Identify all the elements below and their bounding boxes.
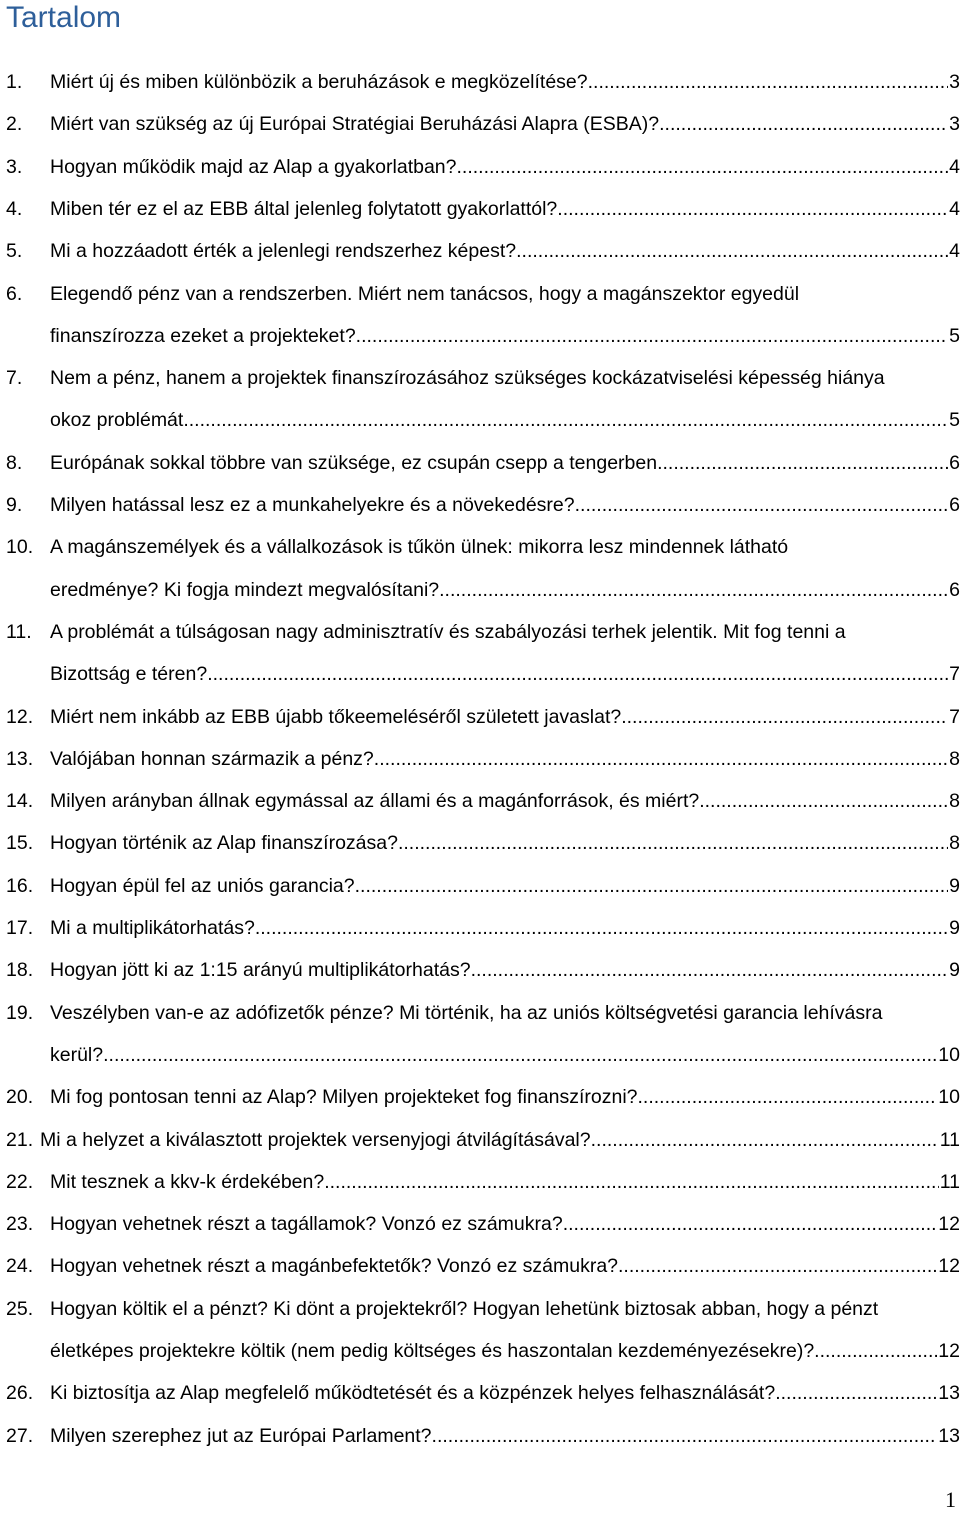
toc-entry-page: 7	[949, 663, 960, 686]
toc-leader-dots	[659, 113, 948, 135]
toc-entry-title: Milyen hatással lesz ez a munkahelyekre és a növekedésre?	[50, 494, 575, 516]
toc-entry-number: 14.	[6, 790, 34, 813]
toc-entry-number: 19.	[6, 1001, 34, 1024]
toc-entry-title: Miért van szükség az új Európai Stratégiai Beruházási Alapra (ESBA)?	[50, 113, 660, 136]
toc-entry-page: 8	[949, 747, 960, 770]
toc-entry-title: Hogyan működik majd az Alap a gyakorlatban?	[50, 155, 457, 178]
toc-entry-page: 4	[949, 197, 960, 220]
toc-entry-page: 7	[949, 705, 960, 728]
toc-entry-title: Bizottság e téren?	[50, 663, 208, 686]
toc-entry-page: 3	[949, 113, 960, 136]
toc-entry-number: 3.	[6, 155, 23, 178]
toc-entry-number: 12.	[6, 705, 34, 728]
toc-entry-page: 4	[949, 155, 960, 178]
toc-leader-dots	[699, 790, 948, 812]
toc-entry-title: Hogyan épül fel az uniós garancia?	[50, 874, 355, 897]
toc-entry-page: 11	[939, 1128, 960, 1151]
toc-entry-title: Hogyan költik el a pénzt? Ki dönt a projektekről? Hogyan lehetünk biztosak abban, hogy a pénzt	[50, 1297, 879, 1320]
toc-entry-title: Hogyan jött ki az 1:15 arányú multiplikátorhatás?	[50, 959, 471, 982]
toc-leader-dots	[189, 409, 948, 431]
toc-entry-page: 6	[949, 494, 960, 516]
toc-entry-page: 3	[949, 71, 960, 93]
toc-entry-number: 1.	[6, 71, 23, 93]
toc-leader-dots	[457, 156, 949, 178]
toc-entry-page: 13	[938, 1382, 960, 1405]
toc-entry-title: eredménye? Ki fogja mindezt megvalósítani?	[50, 578, 440, 601]
toc-entry-number: 16.	[6, 874, 34, 897]
toc-entry-title: Mi fog pontosan tenni az Alap? Milyen projekteket fog finanszírozni?	[50, 1086, 638, 1109]
toc-entry-title: Ki biztosítja az Alap megfelelő működtetését és a közpénzek helyes felhasználását?	[50, 1382, 776, 1405]
toc-entry-title: Milyen arányban állnak egymással az állami és a magánforrások, és miért?	[50, 790, 700, 813]
toc-entry-title: Milyen szerephez jut az Európai Parlament?	[50, 1424, 432, 1447]
toc-entry-number: 17.	[6, 917, 34, 939]
toc-entry-number: 27.	[6, 1424, 34, 1447]
toc-entry-page: 12	[938, 1255, 960, 1278]
toc-leader-dots	[814, 1340, 937, 1362]
toc-leader-dots	[374, 748, 948, 770]
toc-entry-page: 6	[949, 451, 960, 474]
toc-leader-dots	[439, 579, 948, 601]
toc-entry-title: Miben tér ez el az EBB által jelenleg folytatott gyakorlattól?	[50, 197, 558, 220]
toc-entry-page: 8	[949, 832, 960, 855]
toc-entry-title: kerül?	[50, 1043, 104, 1066]
toc-entry-page: 11	[939, 1170, 960, 1193]
toc-entry-number: 7.	[6, 367, 23, 390]
toc-leader-dots	[588, 71, 949, 93]
toc-entry-page: 12	[938, 1339, 960, 1362]
toc-entry-number: 25.	[6, 1297, 34, 1320]
toc-entry-number: 26.	[6, 1382, 34, 1405]
toc-entry-number: 23.	[6, 1213, 34, 1236]
toc-entry-title: Mit tesznek a kkv-k érdekében?	[50, 1170, 325, 1193]
page-number: 1	[945, 1487, 956, 1512]
toc-entry-title: finanszírozza ezeket a projekteket?	[50, 324, 356, 347]
toc-entry-number: 2.	[6, 113, 23, 136]
toc-leader-dots	[575, 494, 949, 516]
toc-leader-dots	[207, 663, 948, 685]
toc-leader-dots	[657, 452, 948, 474]
toc-entry-title: Miért nem inkább az EBB újabb tőkeemeléséről született javaslat?	[50, 705, 622, 728]
toc-leader-dots	[255, 917, 948, 939]
toc-entry-page: 8	[949, 790, 960, 813]
toc-leader-dots	[432, 1425, 938, 1447]
toc-entry-page: 5	[949, 324, 960, 347]
toc-leader-dots	[775, 1382, 937, 1404]
toc-leader-dots	[516, 240, 948, 262]
toc-entry-title: A magánszemélyek és a vállalkozások is tűkön ülnek: mikorra lesz mindennek látható	[50, 536, 789, 559]
toc-leader-dots	[618, 1255, 937, 1277]
toc-entry-number: 22.	[6, 1170, 34, 1193]
toc-entry-title: Elegendő pénz van a rendszerben. Miért nem tanácsos, hogy a magánszektor egyedül	[50, 282, 800, 305]
page-title: Tartalom	[6, 1, 122, 34]
toc-entry-number: 10.	[6, 536, 34, 559]
toc-entry-number: 4.	[6, 197, 23, 220]
toc-entry-page: 5	[949, 409, 960, 432]
toc-leader-dots	[557, 198, 948, 220]
toc-entry-title: Mi a multiplikátorhatás?	[50, 917, 255, 939]
toc-entry-page: 9	[949, 959, 960, 982]
toc-entry-number: 8.	[6, 451, 23, 474]
toc-entry-title: okoz problémát.	[50, 409, 189, 432]
toc-entry-page: 9	[949, 917, 960, 939]
toc-leader-dots	[471, 959, 949, 981]
toc-leader-dots	[355, 875, 949, 897]
toc-entry-page: 13	[938, 1424, 960, 1447]
toc-leader-dots	[398, 832, 948, 854]
toc-entry-title: Mi a helyzet a kiválasztott projektek versenyjogi átvilágításával?	[40, 1128, 591, 1151]
toc-entry-page: 6	[949, 578, 960, 601]
toc-leader-dots	[563, 1213, 938, 1235]
toc-entry-title: Nem a pénz, hanem a projektek finanszírozásához szükséges kockázatviselési képesség hiánya	[50, 367, 885, 390]
toc-entry-title: Hogyan történik az Alap finanszírozása?	[50, 832, 398, 855]
toc-entry-page: 4	[949, 240, 960, 263]
toc-entry-title: Európának sokkal többre van szüksége, ez csupán csepp a tengerben	[50, 451, 658, 474]
toc-entry-page: 10	[938, 1043, 960, 1066]
toc-entry-number: 18.	[6, 959, 34, 982]
toc-leader-dots	[638, 1086, 938, 1108]
toc-leader-dots	[356, 325, 948, 347]
toc-entry-page: 12	[938, 1213, 960, 1236]
toc-entry-number: 13.	[6, 747, 34, 770]
toc-entry-title: Veszélyben van-e az adófizetők pénze? Mi történik, ha az uniós költségvetési garancia lehívásra	[50, 1001, 883, 1024]
toc-entry-number: 24.	[6, 1255, 34, 1278]
toc-entry-title: Mi a hozzáadott érték a jelenlegi rendszerhez képest?	[50, 240, 517, 263]
toc-entry-number: 5.	[6, 240, 23, 263]
toc-leader-dots	[621, 706, 948, 728]
toc-entry-title: Miért új és miben különbözik a beruházások e megközelítése?	[50, 71, 588, 93]
toc-entry-title: Hogyan vehetnek részt a magánbefektetők? Vonzó ez számukra?	[50, 1255, 619, 1278]
toc-entry-number: 11.	[6, 620, 32, 643]
toc-entry-number: 20.	[6, 1086, 34, 1109]
toc-entry-title: Valójában honnan származik a pénz?	[50, 747, 374, 770]
toc-entry-number: 15.	[6, 832, 34, 855]
toc-leader-dots	[103, 1044, 937, 1066]
toc-entry-title: A problémát a túlságosan nagy adminisztratív és szabályozási terhek jelentik. Mit fog tenni a	[50, 620, 846, 643]
toc-entry-title: életképes projektekre költik (nem pedig költséges és haszontalan kezdeményezésekre)?	[50, 1339, 815, 1362]
toc-entry-page: 9	[949, 874, 960, 897]
toc-leader-dots	[591, 1129, 939, 1151]
toc-entry-number: 21.	[6, 1128, 34, 1151]
toc-entry-number: 6.	[6, 282, 23, 305]
toc-entry-number: 9.	[6, 494, 23, 516]
toc-leader-dots	[324, 1171, 939, 1193]
toc-entry-title: Hogyan vehetnek részt a tagállamok? Vonzó ez számukra?	[50, 1213, 563, 1236]
toc-entry-page: 10	[938, 1086, 960, 1109]
